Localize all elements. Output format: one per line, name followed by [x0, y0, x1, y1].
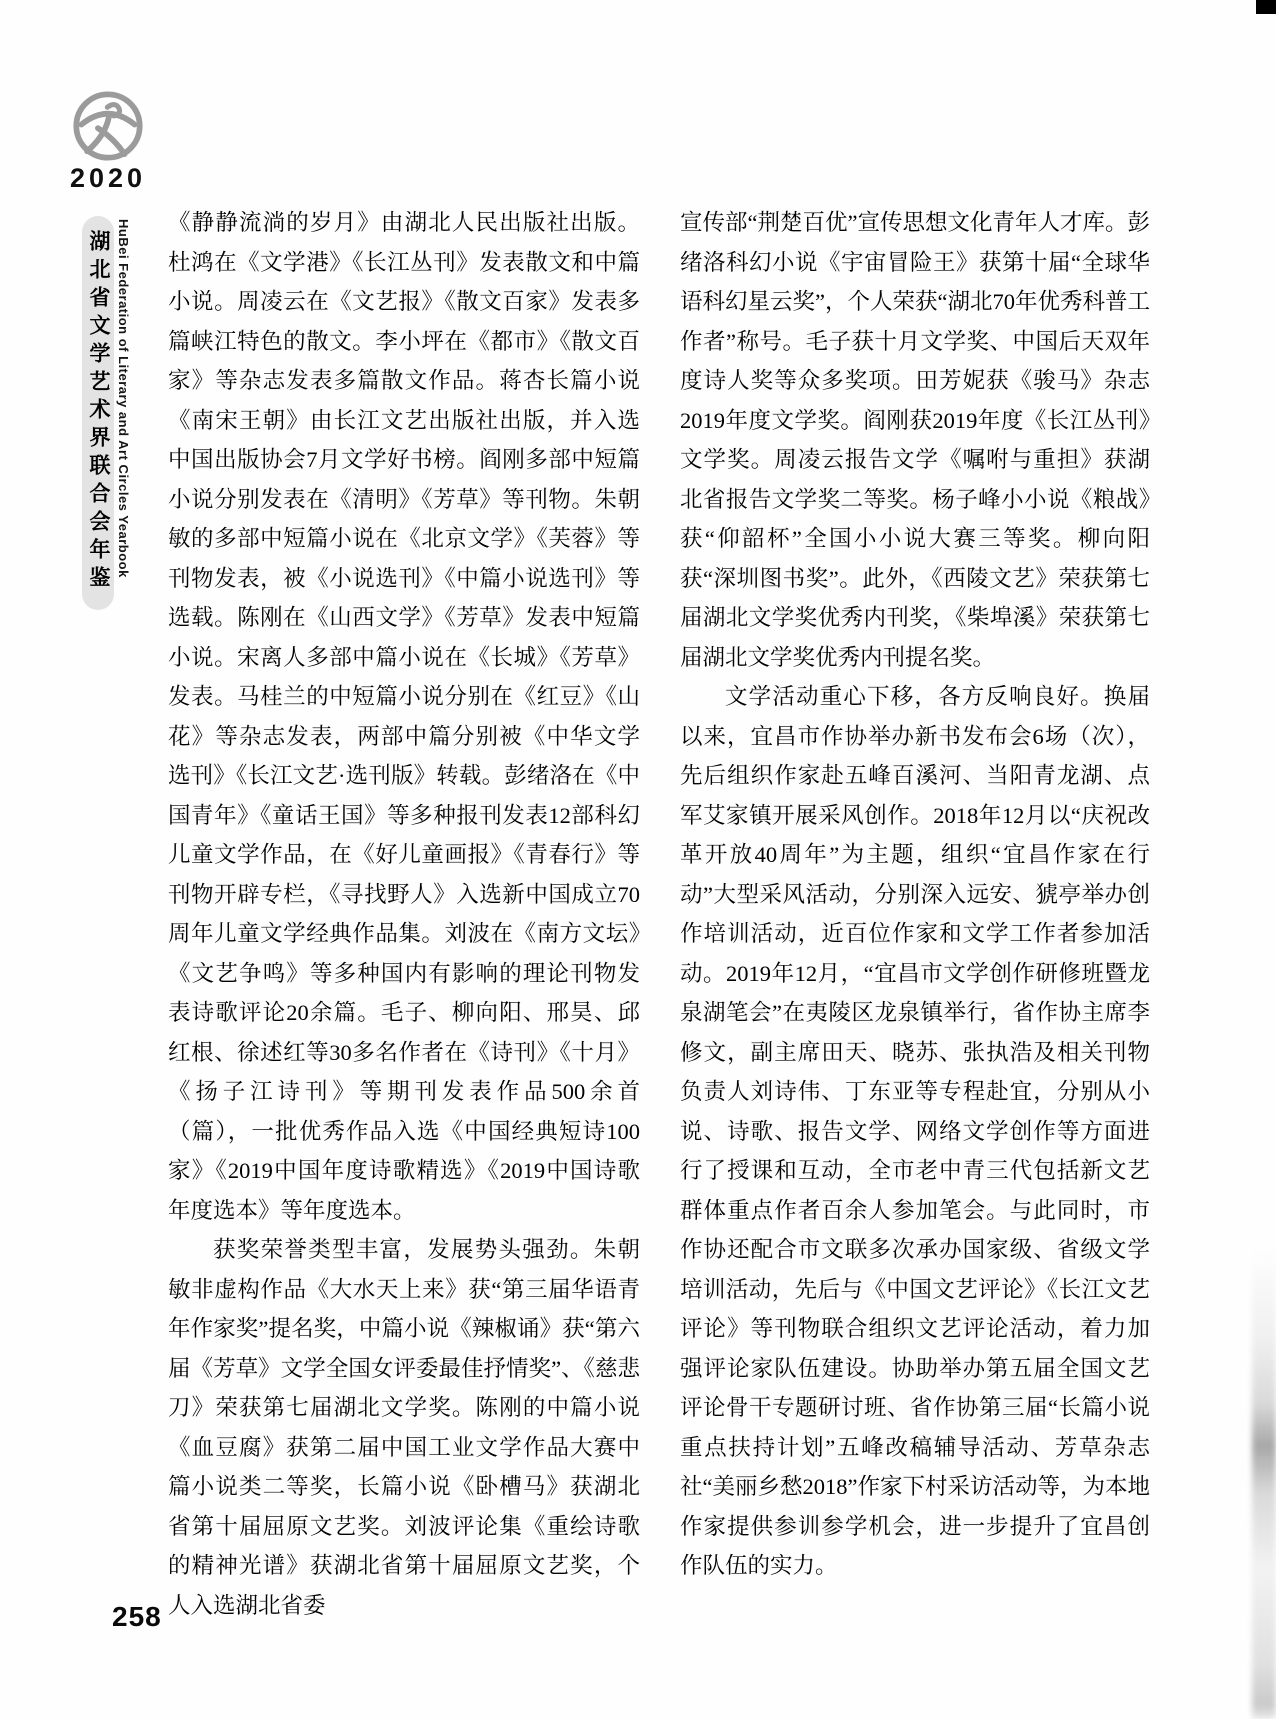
right-text-column [680, 203, 1150, 1586]
year-label: 2020 [70, 163, 147, 193]
paragraph-right-1: 宣传部“荆楚百优”宣传思想文化青年人才库。彭绪洛科幻小说《宇宙冒险王》获第十届“全球华语科幻星云奖”，个人荣获“湖北70年优秀科普工作者”称号。毛子获十月文学奖、中国后天双年度诗人奖等众多奖项。田芳妮获《骏马》杂志2019年度文学奖。阎刚获2019年度《长江丛刊》文学奖。周凌云报告文学《嘱咐与重担》获湖北省报告文学奖二等奖。杨子峰小小说《粮战》获“仰韶杯”全国小小说大赛三等奖。柳向阳获“深圳图书奖”。此外，《西陵文艺》荣获第七届湖北文学奖优秀内刊奖，《柴埠溪》荣获第七届湖北文学奖优秀内刊提名奖。 [680, 210, 1150, 670]
paragraph-left-1: 《静静流淌的岁月》由湖北人民出版社出版。杜鸿在《文学港》《长江丛刊》发表散文和中篇小说。周凌云在《文艺报》《散文百家》发表多篇峡江特色的散文。李小坪在《都市》《散文百家》等杂志发表多篇散文作品。蒋杏长篇小说《南宋王朝》由长江文艺出版社出版，并入选中国出版协会7月文学好书榜。阎刚多部中短篇小说分别发表在《清明》《芳草》等刊物。朱朝敏的多部中短篇小说在《北京文学》《芙蓉》等刊物发表，被《小说选刊》《中篇小说选刊》等选载。陈刚在《山西文学》《芳草》发表中短篇小说。宋离人多部中篇小说在《长城》《芳草》发表。马桂兰的中短篇小说分别在《红豆》《山花》等杂志发表，两部中篇分别被《中华文学选刊》《长江文艺·选刊版》转载。彭绪洛在《中国青年》《童话王国》等多种报刊发表12部科幻儿童文学作品，在《好儿童画报》《青春行》等刊物开辟专栏，《寻找野人》入选新中国成立70周年儿童文学经典作品集。刘波在《南方文坛》《文艺争鸣》等多种国内有影响的理论刊物发表诗歌评论20余篇。毛子、柳向阳、邢昊、邱红根、徐述红等30多名作者在《诗刊》《十月》《扬子江诗刊》等期刊发表作品500余首（篇），一批优秀作品入选《中国经典短诗100家》《2019中国年度诗歌精选》《2019中国诗歌年度选本》等年度选本。 [168, 210, 640, 1223]
yearbook-title-vertical-cn: 湖北省文学艺术界联合会年鉴 [82, 216, 114, 610]
paragraph-right-2: 文学活动重心下移，各方反响良好。换届以来，宜昌市作协举办新书发布会6场（次），先后组织作家赴五峰百溪河、当阳青龙湖、点军艾家镇开展采风创作。2018年12月以“庆祝改革开放40周年”为主题，组织“宜昌作家在行动”大型采风活动，分别深入远安、猇亭举办创作培训活动，近百位作家和文学工作者参加活动。2019年12月，“宜昌市文学创作研修班暨龙泉湖笔会”在夷陵区龙泉镇举行，省作协主席李修文，副主席田天、晓苏、张执浩及相关刊物负责人刘诗伟、丁东亚等专程赴宜，分别从小说、诗歌、报告文学、网络文学创作等方面进行了授课和互动，全市老中青三代包括新文艺群体重点作者百余人参加笔会。与此同时，市作协还配合市文联多次承办国家级、省级文学培训活动，先后与《中国文艺评论》《长江文艺评论》等刊物联合组织文艺评论活动，着力加强评论家队伍建设。协助举办第五届全国文艺评论骨干专题研讨班、省作协第三届“长篇小说重点扶持计划”五峰改稿辅导活动、芳草杂志社“美丽乡愁2018”作家下村采访活动等，为本地作家提供参训参学机会，进一步提升了宜昌创作队伍的实力。 [680, 684, 1150, 1578]
wenlian-emblem-icon [72, 90, 144, 162]
page-number: 258 [112, 1601, 162, 1632]
paragraph-left-2: 获奖荣誉类型丰富，发展势头强劲。朱朝敏非虚构作品《大水天上来》获“第三届华语青年作家奖”提名奖，中篇小说《辣椒诵》获“第六届《芳草》文学全国女评委最佳抒情奖”、《慈悲刀》荣获第七届湖北文学奖。陈刚的中篇小说《血豆腐》获第二届中国工业文学作品大赛中篇小说类二等奖，长篇小说《卧槽马》获湖北省第十届屈原文艺奖。刘波评论集《重绘诗歌的精神光谱》获湖北省第十届屈原文艺奖，个人入选湖北省委 [168, 1237, 640, 1618]
scan-corner-mark [1256, 0, 1276, 14]
left-text-column [168, 203, 640, 1625]
scan-edge-artifact [1252, 1248, 1276, 1719]
federation-logo [72, 90, 144, 162]
yearbook-title-vertical-en: HuBei Federation of Literary and Art Circles Yearbook [116, 219, 131, 578]
